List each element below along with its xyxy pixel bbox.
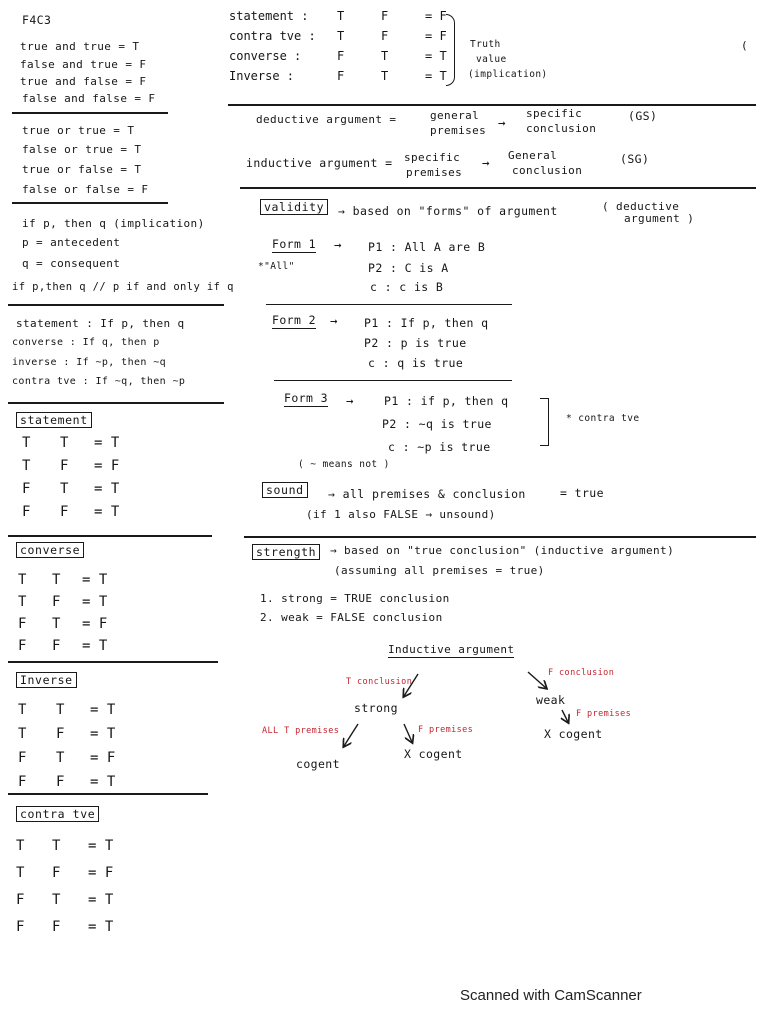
table-cell: F	[52, 865, 61, 881]
form-line: contra tve : If ~q, then ~p	[12, 376, 186, 387]
table-cell: F	[381, 29, 389, 43]
form1-conclusion: c : c is B	[370, 280, 444, 294]
row-label: statement :	[229, 9, 309, 23]
strength-note: (assuming all premises = true)	[334, 564, 545, 577]
table-cell: T	[52, 838, 61, 854]
arrow-icon	[528, 672, 546, 688]
table-cell: T	[337, 9, 345, 23]
inductive-term: inductive argument =	[246, 156, 393, 170]
table-cell: = T	[88, 838, 114, 854]
deductive-premise: general	[430, 109, 480, 122]
form-line: inverse : If ~p, then ~q	[12, 357, 167, 368]
tree-node-strong: strong	[354, 701, 398, 715]
tree-label-f-conclusion: F conclusion	[548, 668, 615, 678]
table-cell: T	[60, 435, 69, 451]
table-cell: T	[52, 616, 61, 632]
table-cell: T	[16, 865, 25, 881]
table-cell: F	[337, 49, 345, 63]
table-cell: F	[381, 9, 389, 23]
table-label: contra tve	[16, 806, 99, 822]
scanner-watermark: Scanned with CamScanner	[460, 987, 642, 1004]
table-cell: T	[56, 750, 65, 766]
inductive-premise: specific	[404, 151, 461, 164]
section-label-sound: sound	[262, 482, 308, 498]
implication-line: if p, then q (implication)	[22, 217, 205, 230]
and-rule: false and true = F	[20, 58, 147, 71]
table-cell: T	[18, 726, 27, 742]
table-cell: F	[52, 594, 61, 610]
form2-conclusion: c : q is true	[368, 356, 464, 370]
form3-premise: P2 : ~q is true	[382, 417, 492, 431]
validity-note: argument )	[624, 212, 695, 225]
table-cell: F	[18, 616, 27, 632]
strength-item: 1. strong = TRUE conclusion	[260, 592, 450, 605]
tree-label-t-conclusion: T conclusion	[346, 677, 413, 687]
sound-text: → all premises & conclusion	[328, 487, 526, 501]
table-cell: F	[337, 69, 345, 83]
and-rule: false and false = F	[22, 92, 156, 105]
not-note: ( ~ means not )	[298, 459, 390, 470]
deductive-term: deductive argument =	[256, 113, 397, 126]
table-cell: F	[22, 504, 31, 520]
and-rule: true and true = T	[20, 40, 140, 53]
table-cell: = T	[90, 702, 116, 718]
inductive-conclusion: conclusion	[512, 164, 583, 177]
table-cell: T	[18, 572, 27, 588]
form-line: converse : If q, then p	[12, 337, 160, 348]
arrow-icon	[404, 674, 418, 696]
form3-conclusion: c : ~p is true	[388, 440, 491, 454]
arrow-icon: →	[330, 313, 338, 328]
table-label: Inverse	[16, 672, 77, 688]
inductive-conclusion: General	[508, 149, 558, 162]
validity-note: ( deductive	[602, 200, 680, 213]
table-cell: T	[337, 29, 345, 43]
table-cell: = T	[90, 726, 116, 742]
strength-text: → based on "true conclusion" (inductive argument)	[330, 544, 675, 557]
section-label-validity: validity	[260, 199, 328, 215]
sg-code: (SG)	[620, 152, 650, 166]
form-line: statement : If p, then q	[16, 317, 185, 330]
form-label: Form 3	[284, 391, 328, 405]
table-cell: T	[22, 458, 31, 474]
table-cell: = T	[90, 774, 116, 790]
table-cell: F	[18, 750, 27, 766]
form2-premise: P2 : p is true	[364, 336, 467, 350]
or-rule: true or true = T	[22, 124, 135, 137]
table-cell: = T	[88, 919, 114, 935]
table-label: statement	[16, 412, 92, 428]
sound-eq: = true	[560, 486, 604, 500]
arrow-icon: →	[482, 155, 490, 170]
table-cell: T	[381, 69, 389, 83]
row-label: contra tve :	[229, 29, 316, 43]
antecedent-line: p = antecedent	[22, 236, 121, 249]
table-cell: T	[381, 49, 389, 63]
table-cell: = T	[425, 69, 447, 83]
table-cell: T	[52, 572, 61, 588]
table-cell: = F	[425, 29, 447, 43]
truth-note: Truth	[470, 39, 501, 50]
deductive-conclusion: conclusion	[526, 122, 597, 135]
table-cell: = F	[425, 9, 447, 23]
table-cell: F	[60, 504, 69, 520]
table-cell: F	[60, 458, 69, 474]
tree-label-f-premises: F premises	[576, 709, 632, 719]
arrow-icon: →	[334, 237, 342, 252]
table-cell: T	[60, 481, 69, 497]
arrow-icon	[562, 710, 568, 722]
arrow-icon	[344, 724, 358, 746]
table-cell: T	[18, 702, 27, 718]
form-label: Form 1	[272, 237, 316, 251]
contra-note: * contra tve	[566, 413, 640, 424]
table-cell: F	[56, 726, 65, 742]
arrow-icon	[404, 724, 412, 742]
row-label: converse :	[229, 49, 302, 63]
deductive-conclusion: specific	[526, 107, 583, 120]
or-rule: true or false = T	[22, 163, 142, 176]
tree-label-all-t-premises: ALL T premises	[262, 726, 340, 736]
consequent-line: q = consequent	[22, 257, 121, 270]
table-cell: F	[16, 892, 25, 908]
table-cell: F	[52, 638, 61, 654]
and-rule: true and false = F	[20, 75, 147, 88]
validity-text: → based on "forms" of argument	[338, 204, 558, 218]
table-cell: = T	[94, 481, 120, 497]
truth-note: (implication)	[468, 69, 548, 80]
table-cell: = T	[82, 594, 108, 610]
table-cell: = F	[88, 865, 114, 881]
table-cell: F	[16, 919, 25, 935]
form1-premise: P1 : All A are B	[368, 240, 486, 254]
table-cell: F	[52, 919, 61, 935]
table-cell: = T	[425, 49, 447, 63]
table-cell: = F	[82, 616, 108, 632]
table-cell: F	[22, 481, 31, 497]
iff-line: if p,then q // p if and only if q	[12, 281, 234, 293]
table-cell: T	[52, 892, 61, 908]
tree-title: Inductive argument	[388, 644, 514, 658]
form-label: Form 2	[272, 313, 316, 327]
form2-premise: P1 : If p, then q	[364, 316, 489, 330]
table-cell: T	[56, 702, 65, 718]
tree-node-cogent: cogent	[296, 757, 340, 771]
deductive-premise: premises	[430, 124, 487, 137]
table-cell: = T	[82, 638, 108, 654]
tree-node-x-cogent: X cogent	[404, 747, 463, 761]
form3-premise: P1 : if p, then q	[384, 394, 509, 408]
stray-mark: (	[741, 39, 749, 52]
table-cell: T	[18, 594, 27, 610]
table-label: converse	[16, 542, 84, 558]
sound-note: (if 1 also FALSE → unsound)	[306, 508, 496, 521]
table-cell: = F	[90, 750, 116, 766]
tree-node-weak: weak	[536, 693, 566, 707]
or-rule: false or false = F	[22, 183, 149, 196]
table-cell: F	[18, 774, 27, 790]
form1-note: *"All"	[258, 261, 295, 272]
or-rule: false or true = T	[22, 143, 142, 156]
table-cell: = T	[88, 892, 114, 908]
form1-premise: P2 : C is A	[368, 261, 449, 275]
section-label-strength: strength	[252, 544, 320, 560]
table-cell: T	[22, 435, 31, 451]
table-cell: F	[18, 638, 27, 654]
page-title: F4C3	[22, 13, 52, 27]
table-cell: = T	[82, 572, 108, 588]
table-cell: = T	[94, 435, 120, 451]
row-label: Inverse :	[229, 69, 295, 83]
truth-note: value	[476, 54, 507, 65]
tree-label-f-premises: F premises	[418, 725, 474, 735]
inductive-premise: premises	[406, 166, 463, 179]
table-cell: F	[56, 774, 65, 790]
gs-code: (GS)	[628, 109, 658, 123]
table-cell: = T	[94, 504, 120, 520]
table-cell: = F	[94, 458, 120, 474]
arrow-icon: →	[498, 115, 506, 130]
table-cell: T	[16, 838, 25, 854]
strength-item: 2. weak = FALSE conclusion	[260, 611, 443, 624]
arrow-icon: →	[346, 393, 354, 408]
tree-node-x-cogent: X cogent	[544, 727, 603, 741]
